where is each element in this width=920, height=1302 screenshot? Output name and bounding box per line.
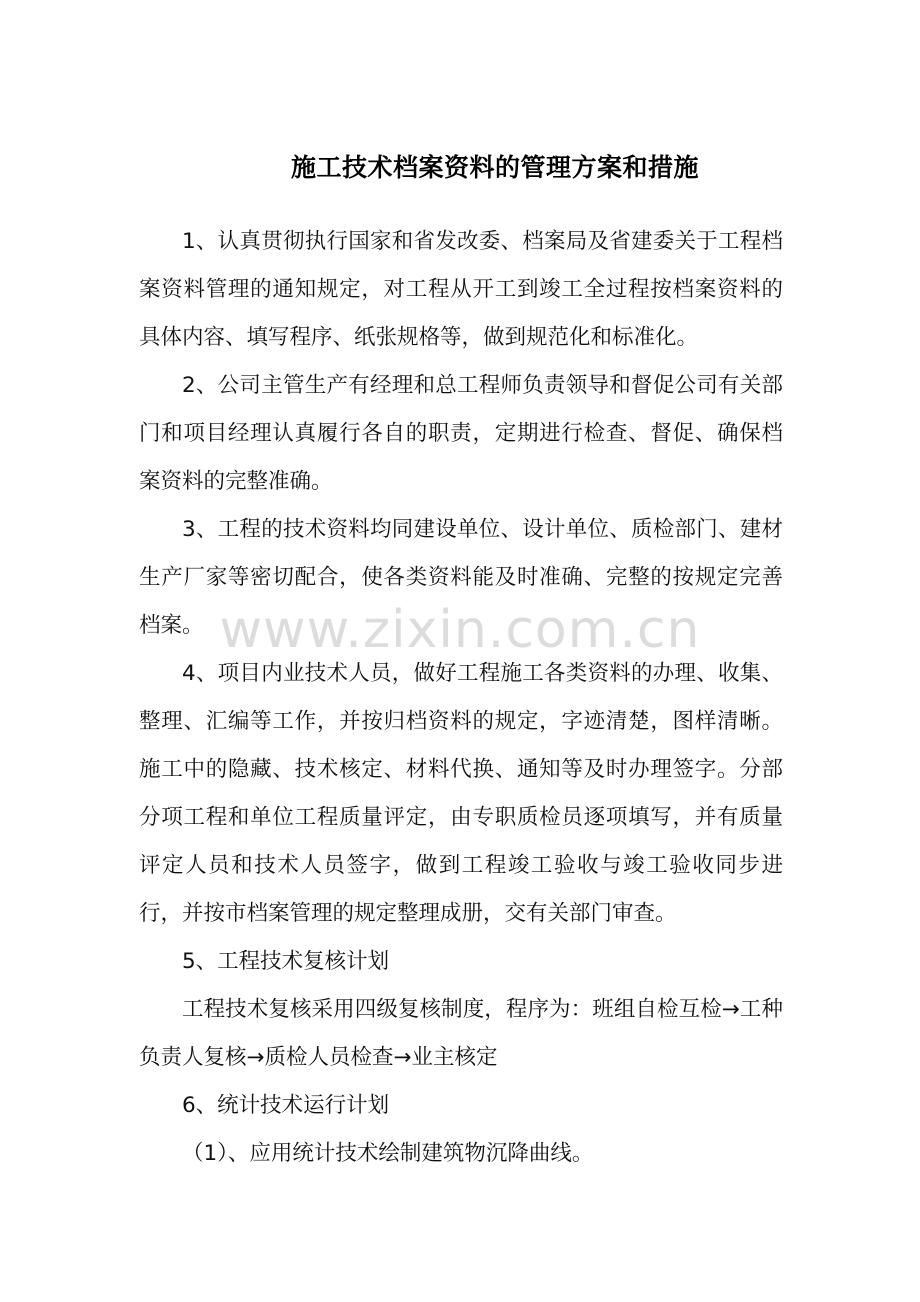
paragraph-6-heading: 6、统计技术运行计划 — [182, 1093, 390, 1118]
paragraph-3: 3、工程的技术资料均同建设单位、设计单位、质检部门、建材生产厂家等密切配合，使各类资料能及时准确、完整的按规定完善档案。 — [139, 517, 783, 638]
watermark-text: www.zixin.com.cn — [219, 600, 701, 660]
paragraph-6-item-1: （1）、应用统计技术绘制建筑物沉降曲线。 — [182, 1141, 594, 1166]
paragraph-2: 2、公司主管生产有经理和总工程师负责领导和督促公司有关部门和项目经理认真履行各自的职责，定期进行检查、督促、确保档案资料的完整准确。 — [139, 373, 783, 494]
document-body — [139, 218, 783, 1178]
paragraph-5-body: 工程技术复核采用四级复核制度，程序为：班组自检互检→工种负责人复核→质检人员检查→业主核定 — [139, 997, 783, 1070]
document-title: 施工技术档案资料的管理方案和措施 — [290, 153, 699, 182]
paragraph-4: 4、项目内业技术人员，做好工程施工各类资料的办理、收集、整理、汇编等工作，并按归档资料的规定，字迹清楚，图样清晰。施工中的隐藏、技术核定、材料代换、通知等及时办理签字。分部分项工程和单位工程质量评定，由专职质检员逐项填写，并有质量评定人员和技术人员签字，做到工程竣工验收与竣工验收同步进行，并按市档案管理的规定整理成册，交有关部门审查。 — [139, 661, 783, 926]
paragraph-1: 1、认真贯彻执行国家和省发改委、档案局及省建委关于工程档案资料管理的通知规定，对工程从开工到竣工全过程按档案资料的具体内容、填写程序、纸张规格等，做到规范化和标准化。 — [139, 229, 783, 350]
paragraph-5-heading: 5、工程技术复核计划 — [182, 949, 390, 974]
